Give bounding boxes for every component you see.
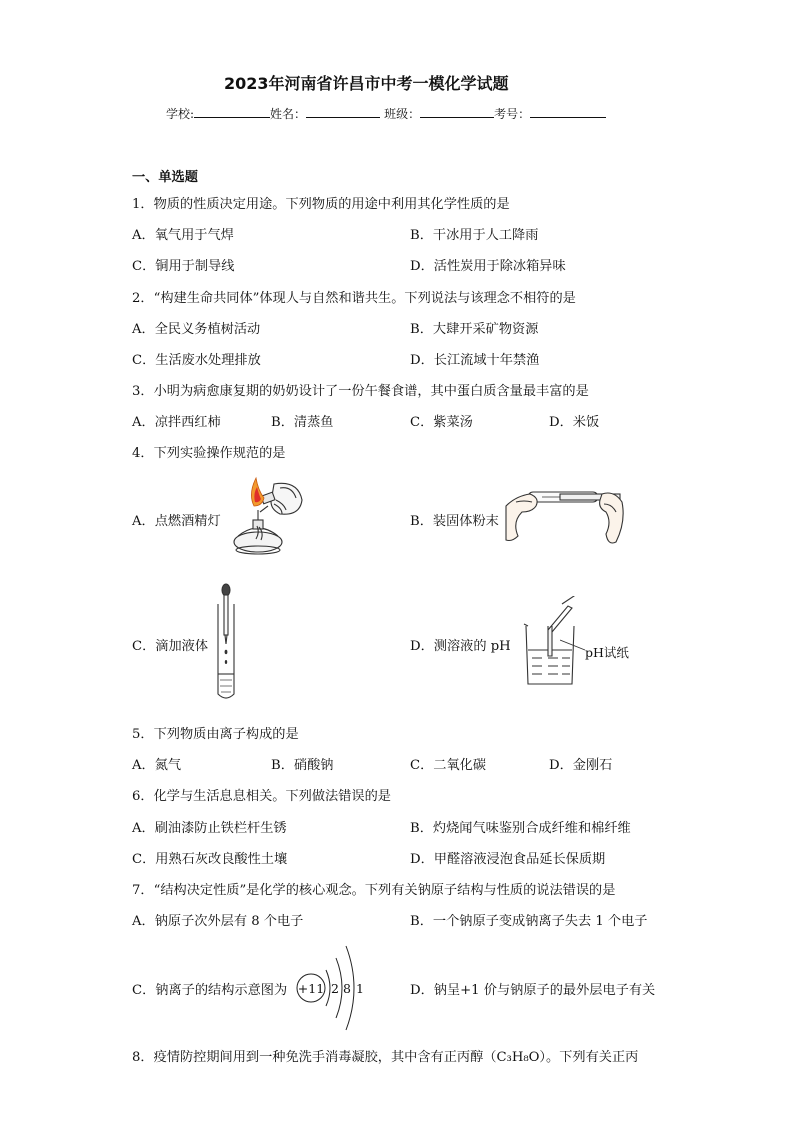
shell-2-electrons: 8 xyxy=(343,981,351,996)
q2-option-a[interactable]: A．全民义务植树活动 xyxy=(132,322,261,337)
nucleus-charge: +11 xyxy=(297,981,325,996)
q1-option-c[interactable]: C．铜用于制导线 xyxy=(132,259,235,274)
question-3-stem: 3．小明为病愈康复期的奶奶设计了一份午餐食谱，其中蛋白质含量最丰富的是 xyxy=(132,384,589,399)
question-5-stem: 5．下列物质由离子构成的是 xyxy=(132,727,299,742)
exam-number-label: 考号： xyxy=(494,107,531,121)
q3-option-d[interactable]: D．米饭 xyxy=(549,415,600,430)
q1-option-a[interactable]: A．氧气用于气焊 xyxy=(132,228,234,243)
sodium-ion-structure-diagram xyxy=(294,942,374,1032)
question-2-stem: 2．“构建生命共同体”体现人与自然和谐共生。下列说法与该理念不相符的是 xyxy=(132,291,576,306)
q6-option-d[interactable]: D．甲醛溶液浸泡食品延长保质期 xyxy=(410,852,606,867)
question-8-stem: 8．疫情防控期间用到一种免洗手消毒凝胶，其中含有正丙醇（C₃H₈O）。下列有关正丙 xyxy=(132,1050,639,1065)
name-field[interactable] xyxy=(306,104,380,118)
page-title: 2023年河南省许昌市中考一模化学试题 xyxy=(224,74,509,93)
q3-option-c[interactable]: C．紫菜汤 xyxy=(410,415,473,430)
section-title: 一、单选题 xyxy=(132,170,198,185)
q7-option-a[interactable]: A．钠原子次外层有 8 个电子 xyxy=(132,914,304,929)
shell-3-electrons: 1 xyxy=(356,981,364,996)
question-1-stem: 1．物质的性质决定用途。下列物质的用途中利用其化学性质的是 xyxy=(132,197,510,212)
q7-option-c[interactable]: C．钠离子的结构示意图为 xyxy=(132,983,288,998)
school-label: 学校: xyxy=(166,107,195,121)
student-info-row xyxy=(166,104,606,122)
question-4-stem: 4．下列实验操作规范的是 xyxy=(132,446,286,461)
ph-paper-label: pH试纸 xyxy=(585,645,629,660)
ph-paper-pointer xyxy=(560,638,586,656)
exam-number-field[interactable] xyxy=(530,104,606,118)
powder-loading-illustration xyxy=(502,482,628,550)
q5-option-c[interactable]: C．二氧化碳 xyxy=(410,758,487,773)
class-field[interactable] xyxy=(420,104,494,118)
q6-option-c[interactable]: C．用熟石灰改良酸性土壤 xyxy=(132,852,288,867)
question-6-stem: 6．化学与生活息息相关。下列做法错误的是 xyxy=(132,789,391,804)
q3-option-a[interactable]: A．凉拌西红柿 xyxy=(132,415,221,430)
q6-option-a[interactable]: A．刷油漆防止铁栏杆生锈 xyxy=(132,821,287,836)
q5-option-b[interactable]: B．硝酸钠 xyxy=(271,758,334,773)
q6-option-b[interactable]: B．灼烧闻气味鉴别合成纤维和棉纤维 xyxy=(410,821,631,836)
q4-option-b[interactable]: B．装固体粉末 xyxy=(410,514,499,529)
school-field[interactable] xyxy=(194,104,270,118)
q1-option-b[interactable]: B．干冰用于人工降雨 xyxy=(410,228,539,243)
q7-option-d[interactable]: D．钠呈+1 价与钠原子的最外层电子有关 xyxy=(410,983,656,998)
question-7-stem: 7．“结构决定性质”是化学的核心观念。下列有关钠原子结构与性质的说法错误的是 xyxy=(132,883,616,898)
q2-option-d[interactable]: D．长江流域十年禁渔 xyxy=(410,353,540,368)
q4-option-a[interactable]: A．点燃酒精灯 xyxy=(132,514,221,529)
alcohol-lamp-illustration xyxy=(228,470,310,562)
q2-option-b[interactable]: B．大肆开采矿物资源 xyxy=(410,322,539,337)
q4-option-c[interactable]: C．滴加液体 xyxy=(132,639,209,654)
q2-option-c[interactable]: C．生活废水处理排放 xyxy=(132,353,261,368)
shell-1-electrons: 2 xyxy=(331,981,339,996)
q4-option-d[interactable]: D．测溶液的 pH xyxy=(410,639,511,654)
dropper-illustration xyxy=(212,582,240,704)
class-label: 班级： xyxy=(384,107,421,121)
q7-option-b[interactable]: B．一个钠原子变成钠离子失去 1 个电子 xyxy=(410,914,648,929)
q3-option-b[interactable]: B．清蒸鱼 xyxy=(271,415,334,430)
q5-option-a[interactable]: A．氮气 xyxy=(132,758,182,773)
name-label: 姓名： xyxy=(270,107,307,121)
q5-option-d[interactable]: D．金刚石 xyxy=(549,758,613,773)
q1-option-d[interactable]: D．活性炭用于除冰箱异味 xyxy=(410,259,566,274)
